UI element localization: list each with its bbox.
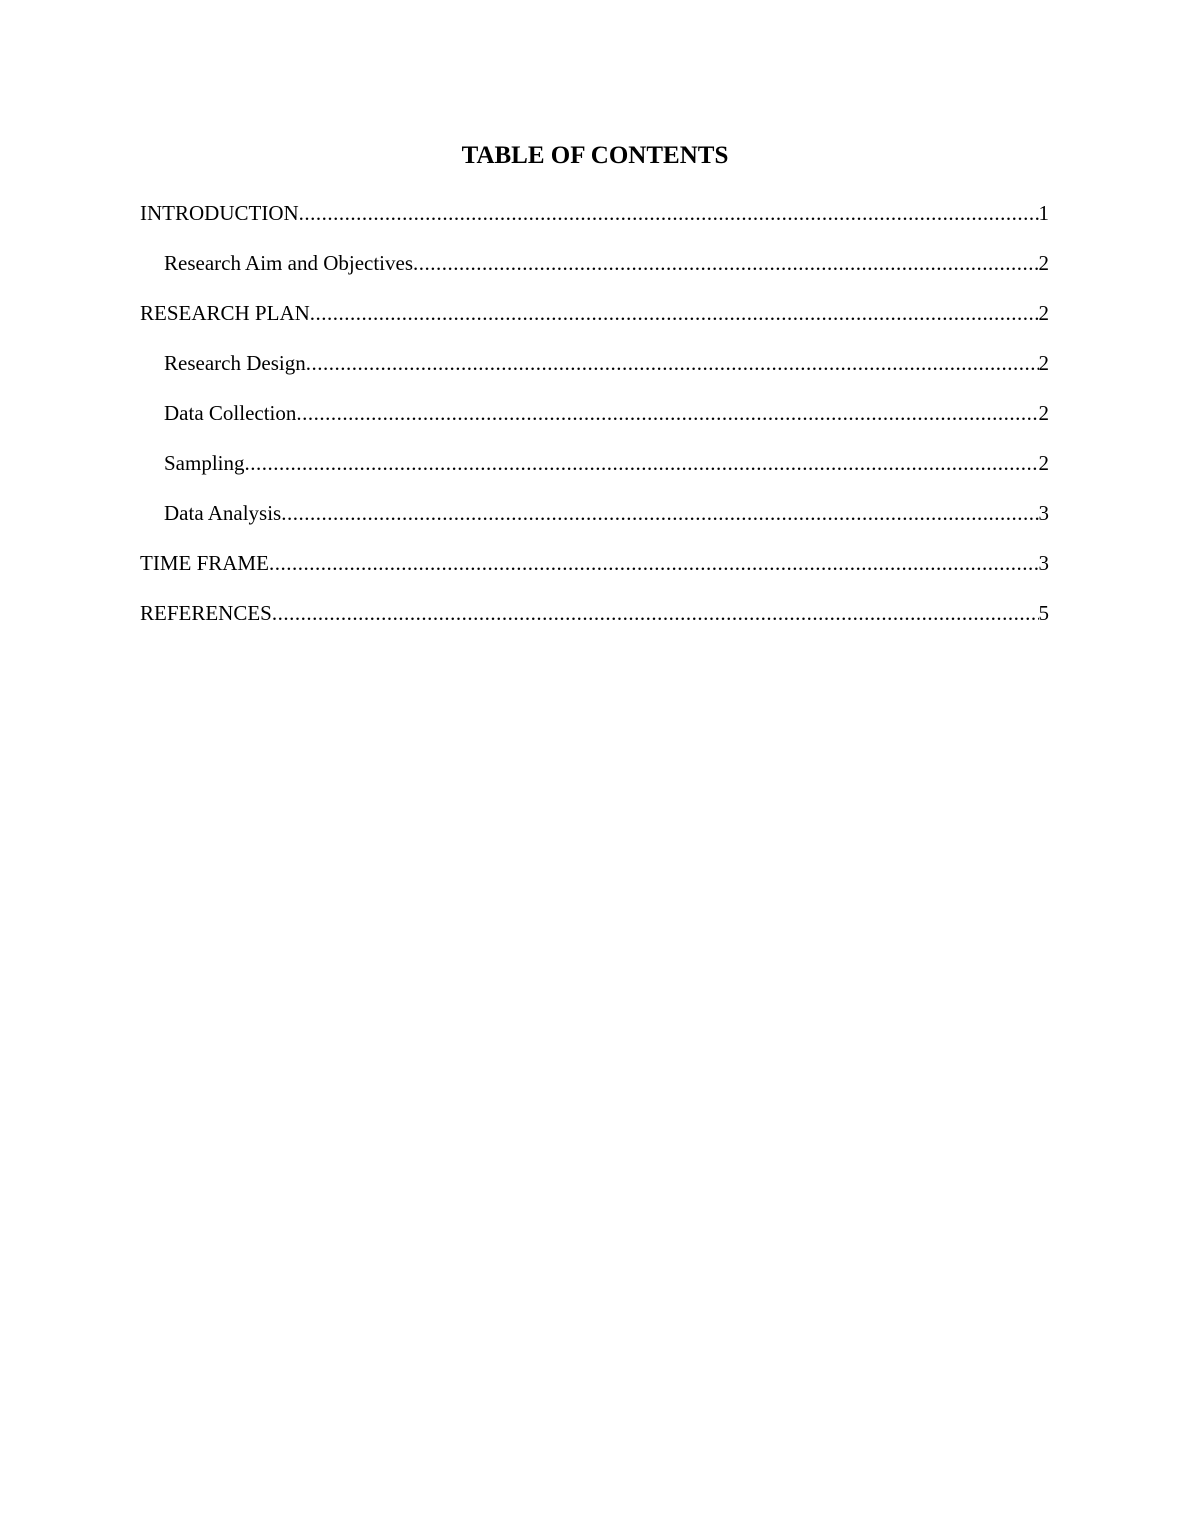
toc-page-number: 3 bbox=[1038, 551, 1049, 575]
toc-dot-leader bbox=[296, 398, 1038, 428]
toc-page-number: 5 bbox=[1038, 601, 1049, 625]
toc-dot-leader bbox=[413, 248, 1038, 278]
toc-entry-research-design[interactable] bbox=[140, 348, 1049, 398]
toc-dot-leader bbox=[299, 198, 1039, 228]
toc-entry-research-plan[interactable] bbox=[140, 298, 1049, 348]
toc-dot-leader bbox=[269, 548, 1039, 578]
toc-page-number: 1 bbox=[1038, 201, 1049, 225]
toc-dot-leader bbox=[310, 298, 1039, 328]
toc-dot-leader bbox=[272, 598, 1039, 628]
toc-entry-label: Data Collection bbox=[164, 401, 297, 425]
toc-entry-label: REFERENCES bbox=[140, 601, 272, 625]
toc-dot-leader bbox=[245, 448, 1039, 478]
toc-entry-label: Research Design bbox=[164, 351, 306, 375]
toc-entry-label: INTRODUCTION bbox=[140, 201, 299, 225]
toc-entry-references[interactable] bbox=[140, 598, 1049, 648]
toc-entry-label: TIME FRAME bbox=[140, 551, 269, 575]
toc-page-number: 2 bbox=[1038, 451, 1049, 475]
toc-entry-data-analysis[interactable] bbox=[140, 498, 1049, 548]
toc-entry-time-frame[interactable] bbox=[140, 548, 1049, 598]
toc-entry-introduction[interactable] bbox=[140, 198, 1049, 248]
toc-list bbox=[140, 198, 1049, 648]
toc-entry-sampling[interactable] bbox=[140, 448, 1049, 498]
toc-dot-leader bbox=[281, 498, 1038, 528]
toc-entry-data-collection[interactable] bbox=[140, 398, 1049, 448]
toc-title: TABLE OF CONTENTS bbox=[461, 142, 729, 169]
toc-entry-label: RESEARCH PLAN bbox=[140, 301, 310, 325]
toc-page-number: 2 bbox=[1038, 301, 1049, 325]
toc-entry-label: Data Analysis bbox=[164, 501, 282, 525]
toc-dot-leader bbox=[306, 348, 1039, 378]
toc-entry-label: Research Aim and Objectives bbox=[164, 251, 414, 275]
toc-page-number: 2 bbox=[1038, 401, 1049, 425]
toc-entry-label: Sampling bbox=[164, 451, 245, 475]
toc-page-number: 3 bbox=[1038, 501, 1049, 525]
toc-page-number: 2 bbox=[1038, 351, 1049, 375]
toc-page-number: 2 bbox=[1038, 251, 1049, 275]
toc-entry-research-aim-and-objectives[interactable] bbox=[140, 248, 1049, 298]
